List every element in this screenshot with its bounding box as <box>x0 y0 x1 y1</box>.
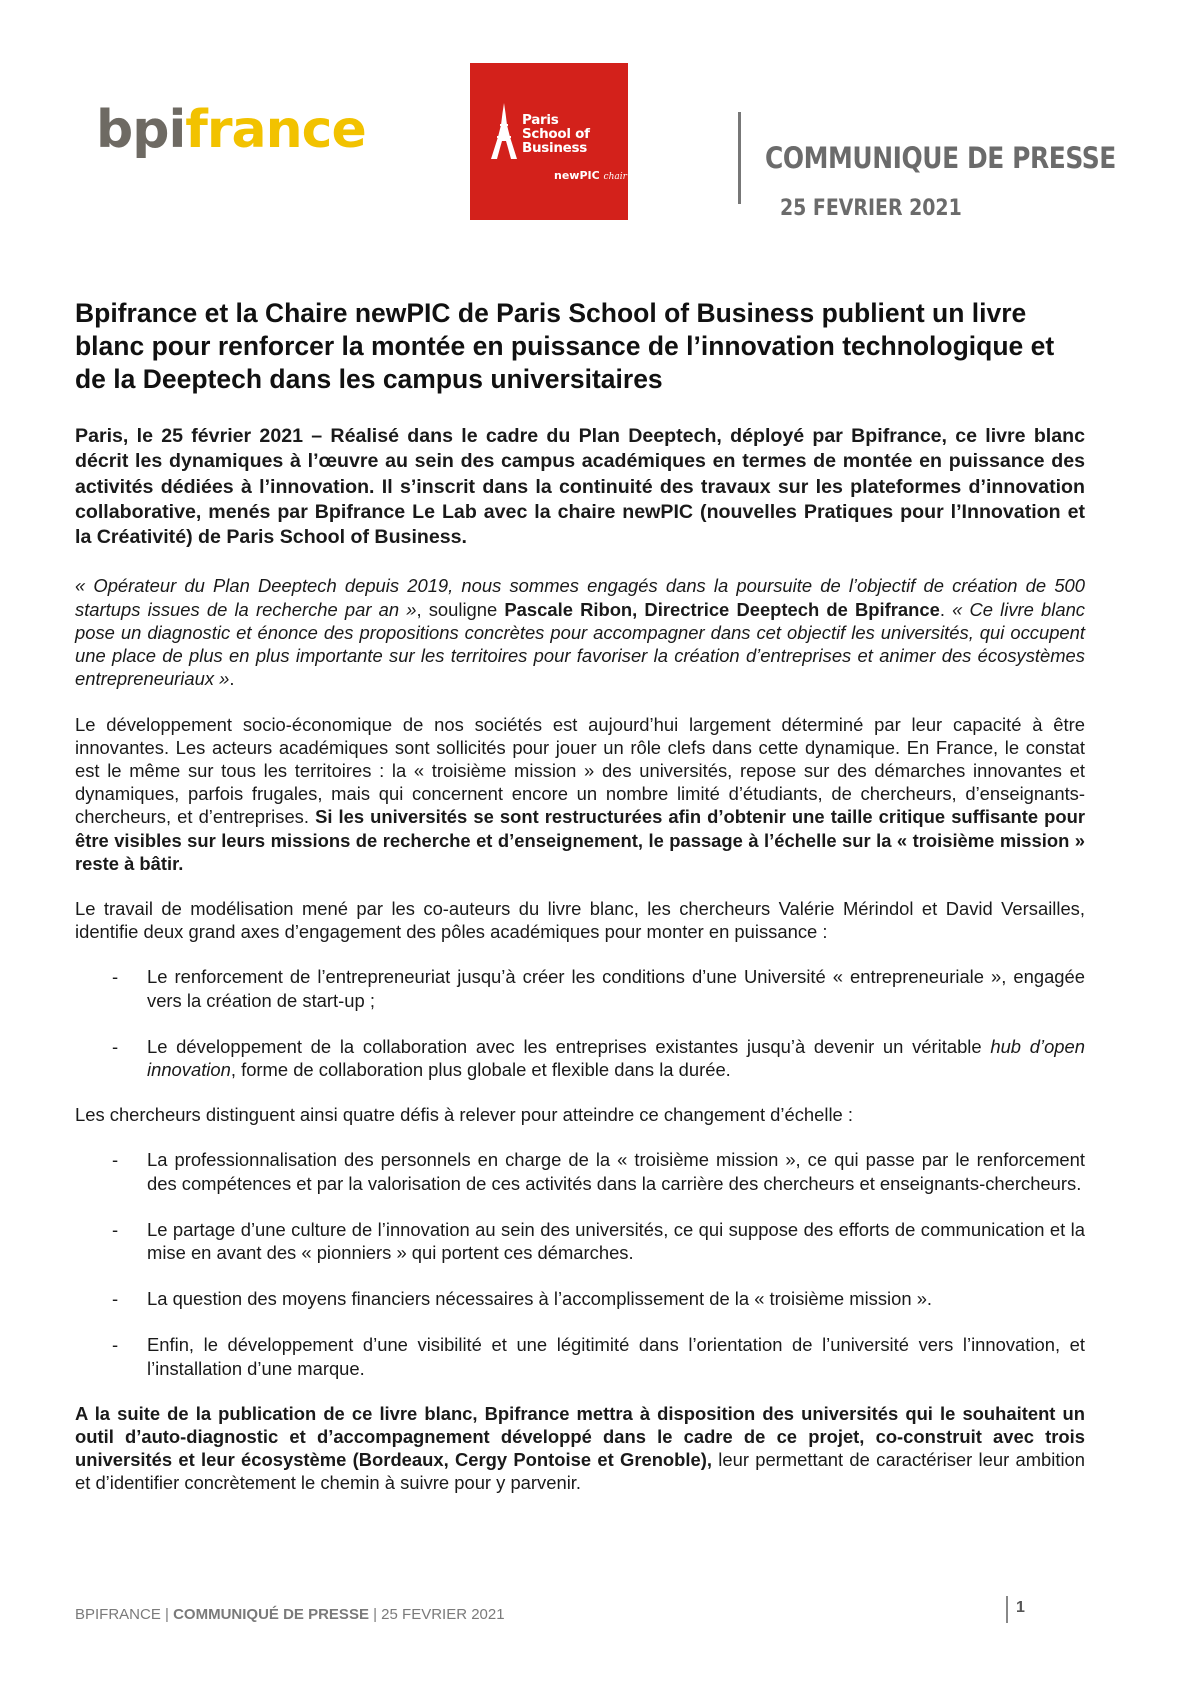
context-text: Le développement socio-économique de nos sociétés est aujourd’hui largement déterminé par leur capacité à être innovantes. Les acteurs académiques sont sollicités pour jouer un rôle clefs dans cette dynamique. En France, le constat est le même sur tous les territoires : la « troisième mission » des universités, repose sur des démarches innovantes et dynamiques, parfois frugales, mais qui concernent encore un nombre limité d’étudiants, de chercheurs, d’enseignants-chercheurs, et d’entreprises. <box>75 713 1085 828</box>
psb-logo-line3: Business <box>522 140 588 156</box>
list-item-text: Le développement de la collaboration avec les entreprises existantes jusqu’à devenir un véritable <box>147 1035 991 1057</box>
list-item <box>75 1287 1085 1310</box>
paris-school-of-business-logo <box>470 63 628 220</box>
list-item <box>75 1333 1085 1379</box>
lead-paragraph: Paris, le 25 février 2021 – Réalisé dans le cadre du Plan Deeptech, déployé par Bpifrance, ce livre blanc décrit les dynamiques à l’œuvre au sein des campus académiques en termes de montée en puissance des activités dédiées à l’innovation. Il s’inscrit dans la continuité des travaux sur les plateformes d’innovation collaborative, menés par Bpifrance Le Lab avec la chaire newPIC (nouvelles Pratiques pour l’Innovation et la Créativité) de Paris School of Business. <box>75 425 1085 549</box>
list-item <box>75 1218 1085 1264</box>
model-paragraph: Le travail de modélisation mené par les co-auteurs du livre blanc, les chercheurs Valérie Mérindol et David Versailles, identifie deux grand axes d’engagement des pôles académiques pour monter en puissance : <box>75 897 1085 943</box>
page-number: 1 <box>1006 1596 1025 1623</box>
context-highlight: Si les universités se sont restructurées afin d’obtenir une taille critique suffisante pour être visibles sur leurs missions de recherche et d’enseignement, le passage à l’échelle sur la « troisième mission » reste à bâtir. <box>75 806 1085 874</box>
conclusion-text: leur permettant de caractériser leur ambition et d’identifier concrètement le chemin à suivre pour y parvenir. <box>75 1449 1086 1494</box>
quote-speaker: Pascale Ribon, Directrice Deeptech de Bpifrance <box>504 598 940 620</box>
list-dash: - <box>112 1218 119 1240</box>
list-item-text: La question des moyens financiers nécessaires à l’accomplissement de la « troisième mission ». <box>147 1288 933 1310</box>
list-item-text: La professionnalisation des personnels en charge de la « troisième mission », ce qui passe par le renforcement des compétences et par la valorisation de ces activités dans la carrière des chercheurs et enseignants-chercheurs. <box>147 1149 1085 1194</box>
page-title: Bpifrance et la Chaire newPIC de Paris School of Business publient un livre blanc pour renforcer la montée en puissance de l’innovation technologique et de la Deeptech dans les campus universitaires <box>75 298 1055 394</box>
quote-end: . <box>229 668 235 690</box>
document-date: 25 FEVRIER 2021 <box>780 196 962 221</box>
footer-date: | 25 FEVRIER 2021 <box>368 1606 505 1623</box>
list-item-text: Le renforcement de l’entrepreneuriat jusqu’à créer les conditions d’une Université « entrepreneuriale », engagée vers la création de start-up ; <box>147 966 1085 1011</box>
page-footer <box>75 1606 505 1623</box>
psb-logo-line1: Paris <box>522 112 559 128</box>
newpic-chair-label <box>554 169 627 182</box>
list-item <box>75 1035 1085 1081</box>
list-item-text-end: , forme de collaboration plus globale et flexible dans la durée. <box>230 1058 731 1080</box>
quote-paragraph <box>75 574 1085 690</box>
footer-doc-type: COMMUNIQUÉ DE PRESSE <box>173 1606 369 1623</box>
list-item-italic: hub d’open innovation <box>147 1035 1085 1080</box>
list-item <box>75 1148 1085 1194</box>
document-type: COMMUNIQUE DE PRESSE <box>765 141 1116 175</box>
conclusion-paragraph <box>75 1402 1085 1495</box>
psb-logo-text <box>522 113 590 155</box>
conclusion-highlight: A la suite de la publication de ce livre blanc, Bpifrance mettra à disposition des universités qui le souhaitent un outil d’auto-diagnostic et d’accompagnement développé dans le cadre de ce projet, co-construit avec trois universités et leur écosystème (Bordeaux, Cergy Pontoise et Grenoble), <box>75 1402 1085 1471</box>
list-dash: - <box>112 1334 119 1356</box>
header-divider <box>738 112 741 204</box>
logo-text-france: france <box>185 100 366 160</box>
newpic-label: newPIC <box>554 169 600 182</box>
challenges-intro: Les chercheurs distinguent ainsi quatre défis à relever pour atteindre ce changement d’échelle : <box>75 1104 853 1126</box>
chair-label: chair <box>603 172 627 182</box>
list-item-text: Enfin, le développement d’une visibilité et une légitimité dans l’orientation de l’université vers l’innovation, et l’installation d’une marque. <box>147 1334 1085 1379</box>
list-item <box>75 965 1085 1011</box>
psb-logo-line2: School of <box>522 126 590 142</box>
eiffel-tower-icon <box>487 103 521 159</box>
press-release-body <box>75 297 1085 1517</box>
quote-connector: , souligne <box>416 598 505 620</box>
footer-org: BPIFRANCE | <box>75 1606 174 1623</box>
quote-separator: . <box>939 598 953 620</box>
bpifrance-logo <box>96 100 366 170</box>
list-item-text: Le partage d’une culture de l’innovation au sein des universités, ce qui suppose des efforts de communication et la mise en avant des « pionniers » qui portent ces démarches. <box>147 1218 1085 1263</box>
list-dash: - <box>112 966 119 988</box>
logo-text-bpi: bpi <box>96 100 186 160</box>
list-dash: - <box>112 1149 119 1171</box>
quote-text-2: « Ce livre blanc pose un diagnostic et énonce des propositions concrètes pour accompagner dans cet objectif les universités, qui occupent une place de plus en plus importante sur les territoires pour favoriser la création d’entreprises et animer des écosystèmes entrepreneuriaux » <box>75 598 1085 690</box>
axes-list <box>75 965 1085 1081</box>
context-paragraph <box>75 713 1085 875</box>
list-dash: - <box>112 1288 119 1310</box>
quote-text-1: « Opérateur du Plan Deeptech depuis 2019, nous sommes engagés dans la poursuite de l’objectif de création de 500 startups issues de la recherche par an » <box>75 575 1085 620</box>
challenges-list <box>75 1148 1085 1379</box>
list-dash: - <box>112 1035 119 1057</box>
